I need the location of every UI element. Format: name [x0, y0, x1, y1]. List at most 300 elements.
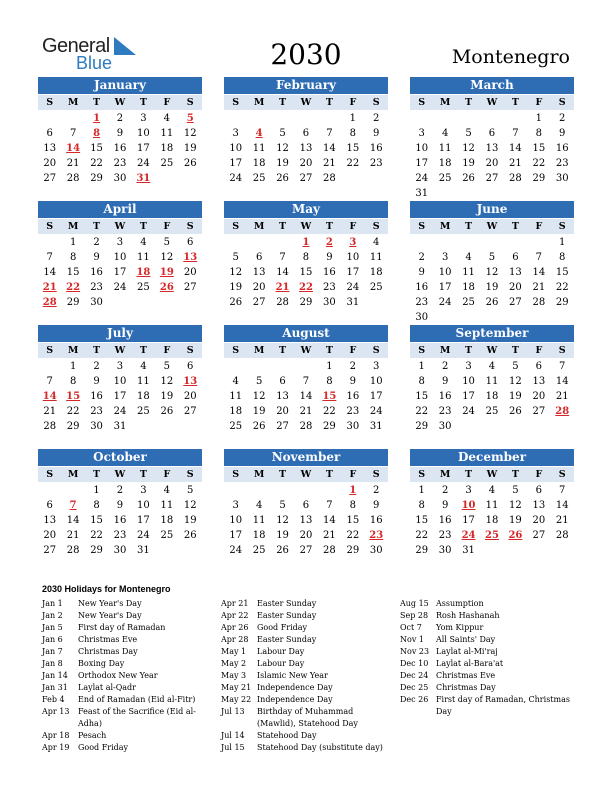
day-cell: 8	[349, 500, 356, 511]
day-cell: 13	[532, 500, 546, 511]
day-cell: 28	[43, 421, 57, 432]
day-cell: 29	[555, 297, 569, 308]
day-cell: 14	[276, 267, 289, 278]
holiday-row	[42, 610, 212, 622]
holiday-row	[42, 682, 212, 694]
holiday-row	[221, 670, 391, 682]
holiday-column	[221, 598, 391, 754]
day-cell: 20	[183, 267, 197, 278]
holiday-row	[400, 634, 572, 646]
day-cell: 16	[555, 143, 569, 154]
weekday-label: F	[349, 221, 357, 232]
day-cell: 2	[93, 237, 100, 248]
holiday-row	[400, 658, 572, 670]
month-august	[224, 325, 388, 434]
day-cell: 6	[488, 128, 496, 139]
day-cell: 21	[555, 515, 569, 526]
day-cell: 6	[512, 252, 519, 263]
day-cell: 16	[369, 515, 383, 526]
day-cell: 22	[346, 158, 360, 169]
day-grid	[410, 483, 574, 558]
day-cell: 17	[137, 143, 150, 154]
empty-cell	[294, 483, 317, 498]
day-cell: 14	[66, 515, 80, 526]
day-cell: 11	[485, 500, 499, 511]
weekday-label: S	[186, 221, 194, 232]
month-title: February	[224, 77, 388, 94]
day-cell: 24	[137, 158, 150, 169]
weekday-header	[38, 95, 202, 110]
day-cell: 5	[488, 252, 496, 263]
holiday-date: Jan 31	[42, 683, 68, 692]
day-cell: 17	[229, 530, 243, 541]
empty-cell	[433, 235, 456, 250]
empty-cell	[410, 235, 433, 250]
weekday-label: M	[439, 345, 451, 356]
empty-cell	[294, 359, 317, 374]
month-may	[224, 201, 388, 310]
day-cell: 21	[323, 158, 336, 169]
weekday-label: T	[511, 221, 519, 232]
day-cell: 27	[299, 545, 313, 556]
day-cell: 13	[183, 376, 198, 387]
day-cell: 9	[116, 500, 124, 511]
day-cell: 8	[93, 500, 100, 511]
day-grid	[38, 111, 202, 186]
holiday-date: Apr 13	[42, 707, 70, 716]
weekday-label: T	[465, 97, 473, 108]
day-cell: 1	[418, 361, 425, 372]
day-cell: 24	[229, 173, 243, 184]
day-cell: 18	[369, 267, 383, 278]
day-cell: 19	[509, 391, 522, 402]
day-cell: 12	[276, 515, 289, 526]
weekday-label: W	[114, 221, 126, 232]
day-cell: 8	[302, 252, 310, 263]
holiday-column	[42, 598, 212, 754]
day-cell: 29	[90, 173, 103, 184]
day-cell: 5	[512, 361, 519, 372]
weekday-label: S	[372, 97, 380, 108]
weekday-label: W	[300, 221, 312, 232]
day-cell: 15	[66, 391, 81, 402]
month-december	[410, 449, 574, 558]
holiday-date: Dec 26	[400, 695, 429, 704]
holiday-row	[42, 730, 212, 742]
day-cell: 13	[509, 267, 522, 278]
day-cell: 15	[322, 391, 337, 402]
day-cell: 16	[415, 282, 429, 293]
weekday-label: F	[535, 97, 543, 108]
holiday-date: Nov 23	[400, 647, 430, 656]
weekday-label: T	[139, 97, 147, 108]
day-cell: 5	[232, 252, 239, 263]
day-cell: 7	[559, 485, 566, 496]
holiday-name: Birthday of Muhammad (Mawlid), Statehood Day	[257, 707, 358, 728]
day-cell: 14	[323, 143, 336, 154]
day-cell: 31	[113, 421, 127, 432]
day-grid	[410, 111, 574, 201]
empty-cell	[247, 235, 270, 250]
weekday-label: W	[486, 469, 498, 480]
holiday-row	[42, 598, 212, 610]
holiday-date: Dec 24	[400, 671, 429, 680]
day-cell: 5	[187, 485, 194, 496]
day-cell: 2	[373, 485, 380, 496]
calendar-year: 2030	[270, 38, 342, 71]
weekday-header	[38, 343, 202, 358]
day-cell: 17	[113, 391, 127, 402]
holiday-date: May 22	[221, 695, 252, 704]
day-cell: 4	[488, 361, 496, 372]
weekday-label: T	[511, 345, 519, 356]
day-cell: 11	[462, 267, 475, 278]
day-cell: 24	[438, 297, 452, 308]
holiday-row	[221, 610, 391, 622]
empty-cell	[271, 483, 294, 498]
holiday-name: All Saints' Day	[436, 635, 496, 644]
day-cell: 14	[42, 391, 57, 402]
day-cell: 11	[438, 143, 452, 154]
holiday-date: Dec 10	[400, 659, 429, 668]
day-cell: 18	[160, 143, 174, 154]
month-title: December	[410, 449, 574, 466]
day-cell: 23	[323, 282, 336, 293]
day-cell: 15	[532, 143, 546, 154]
weekday-label: T	[511, 97, 519, 108]
day-cell: 27	[509, 297, 522, 308]
holiday-name: Easter Sunday	[257, 599, 317, 608]
day-cell: 20	[43, 530, 57, 541]
weekday-header	[410, 343, 574, 358]
day-cell: 8	[418, 500, 425, 511]
weekday-label: M	[67, 345, 79, 356]
holiday-name: Independence Day	[257, 683, 333, 692]
day-cell: 7	[46, 376, 53, 387]
month-february	[224, 77, 388, 186]
empty-cell	[224, 235, 247, 250]
day-cell: 21	[299, 406, 313, 417]
holiday-name: Rosh Hashanah	[436, 611, 500, 620]
holiday-date: Jan 1	[42, 599, 63, 608]
holiday-name: Laylat al-Mi'raj	[436, 647, 498, 656]
day-cell: 15	[415, 515, 429, 526]
day-cell: 24	[113, 406, 127, 417]
day-cell: 28	[532, 297, 546, 308]
day-cell: 16	[438, 515, 452, 526]
empty-cell	[318, 483, 341, 498]
day-cell: 23	[369, 530, 384, 541]
day-cell: 1	[559, 237, 566, 248]
day-cell: 4	[163, 113, 170, 124]
weekday-label: S	[232, 221, 240, 232]
weekday-header	[38, 219, 202, 234]
day-cell: 28	[509, 173, 522, 184]
day-cell: 3	[116, 237, 124, 248]
day-cell: 28	[276, 297, 289, 308]
day-cell: 18	[252, 530, 266, 541]
day-cell: 13	[299, 143, 313, 154]
empty-cell	[527, 235, 550, 250]
month-title: October	[38, 449, 202, 466]
holiday-row	[221, 634, 391, 646]
day-cell: 22	[532, 158, 546, 169]
day-cell: 13	[485, 143, 499, 154]
day-cell: 9	[373, 128, 380, 139]
month-title: September	[410, 325, 574, 342]
day-cell: 11	[369, 252, 383, 263]
day-cell: 27	[183, 406, 197, 417]
day-cell: 30	[415, 312, 429, 323]
day-cell: 26	[276, 173, 289, 184]
day-cell: 21	[323, 530, 336, 541]
weekday-label: W	[300, 345, 312, 356]
holiday-row	[42, 742, 212, 754]
weekday-header	[410, 219, 574, 234]
day-cell: 18	[252, 158, 266, 169]
day-grid	[410, 359, 574, 434]
day-cell: 30	[90, 297, 103, 308]
day-cell: 11	[252, 515, 266, 526]
day-cell: 21	[43, 406, 57, 417]
day-cell: 12	[276, 143, 289, 154]
day-cell: 29	[66, 421, 80, 432]
day-cell: 18	[485, 391, 499, 402]
day-cell: 7	[512, 128, 519, 139]
day-cell: 27	[252, 297, 266, 308]
day-cell: 17	[346, 267, 360, 278]
holiday-row	[221, 598, 391, 610]
day-cell: 17	[113, 267, 127, 278]
day-cell: 9	[116, 128, 124, 139]
holiday-date: May 3	[221, 671, 247, 680]
empty-cell	[433, 111, 456, 126]
weekday-label: F	[163, 345, 171, 356]
holiday-date: Jan 6	[42, 635, 63, 644]
weekday-label: T	[325, 221, 333, 232]
holiday-row	[42, 646, 212, 658]
holiday-name: Orthodox New Year	[78, 671, 158, 680]
day-cell: 20	[532, 515, 546, 526]
weekday-label: T	[325, 345, 333, 356]
holiday-row	[400, 694, 572, 718]
weekday-label: T	[279, 469, 287, 480]
month-title: April	[38, 201, 202, 218]
empty-cell	[504, 235, 527, 250]
weekday-header	[224, 467, 388, 482]
weekday-label: W	[486, 345, 498, 356]
empty-cell	[38, 235, 61, 250]
day-cell: 10	[438, 267, 452, 278]
day-cell: 19	[183, 143, 197, 154]
day-cell: 4	[255, 500, 263, 511]
day-cell: 23	[438, 406, 452, 417]
day-cell: 6	[46, 500, 53, 511]
weekday-label: T	[93, 345, 101, 356]
holiday-name: Feast of the Sacrifice (Eid al-Adha)	[78, 707, 196, 728]
empty-cell	[247, 483, 270, 498]
holiday-date: May 2	[221, 659, 247, 668]
day-cell: 18	[160, 515, 174, 526]
holiday-row	[221, 682, 391, 694]
holiday-name: First day of Ramadan, Christmas Day	[436, 695, 570, 716]
day-cell: 16	[323, 267, 336, 278]
weekday-label: M	[67, 97, 79, 108]
day-cell: 17	[229, 158, 243, 169]
day-cell: 24	[229, 545, 243, 556]
weekday-label: S	[186, 345, 194, 356]
weekday-label: F	[349, 469, 357, 480]
holiday-name: Easter Sunday	[257, 611, 317, 620]
day-cell: 30	[323, 297, 336, 308]
day-cell: 8	[69, 252, 77, 263]
day-cell: 28	[66, 173, 80, 184]
day-cell: 17	[462, 515, 475, 526]
day-cell: 6	[302, 500, 310, 511]
holiday-row	[221, 694, 391, 706]
day-cell: 11	[137, 376, 150, 387]
day-cell: 14	[299, 391, 313, 402]
month-title: March	[410, 77, 574, 94]
day-cell: 9	[93, 376, 100, 387]
day-cell: 24	[137, 530, 150, 541]
day-cell: 4	[140, 361, 147, 372]
empty-cell	[457, 111, 480, 126]
day-cell: 23	[346, 406, 360, 417]
weekday-label: S	[418, 221, 426, 232]
day-cell: 27	[183, 282, 197, 293]
day-cell: 13	[276, 391, 289, 402]
empty-cell	[457, 235, 480, 250]
holiday-row	[42, 706, 212, 730]
day-cell: 30	[113, 545, 127, 556]
day-grid	[224, 111, 388, 186]
day-cell: 26	[159, 282, 174, 293]
day-cell: 10	[137, 128, 150, 139]
empty-cell	[480, 235, 503, 250]
day-cell: 29	[346, 545, 360, 556]
day-cell: 19	[160, 391, 174, 402]
holiday-name: Laylat al-Qadr	[78, 683, 136, 692]
holiday-name: Christmas Eve	[78, 635, 138, 644]
day-cell: 20	[509, 282, 522, 293]
month-title: June	[410, 201, 574, 218]
day-cell: 16	[113, 143, 127, 154]
day-cell: 27	[532, 406, 546, 417]
holiday-name: Pesach	[78, 731, 107, 740]
day-cell: 2	[93, 361, 100, 372]
day-cell: 26	[160, 406, 174, 417]
day-cell: 14	[532, 267, 546, 278]
day-cell: 3	[140, 113, 147, 124]
holiday-date: Jan 5	[42, 623, 63, 632]
holiday-date: Oct 7	[400, 623, 422, 632]
day-cell: 22	[346, 530, 360, 541]
day-cell: 7	[326, 128, 333, 139]
day-cell: 14	[555, 500, 569, 511]
day-cell: 31	[462, 545, 475, 556]
day-cell: 12	[160, 376, 174, 387]
day-cell: 10	[369, 376, 383, 387]
day-cell: 7	[326, 500, 333, 511]
weekday-label: S	[558, 97, 566, 108]
holiday-date: Apr 18	[42, 731, 70, 740]
day-cell: 15	[90, 515, 103, 526]
holiday-row	[221, 646, 391, 658]
day-cell: 14	[66, 143, 81, 154]
day-cell: 15	[346, 515, 360, 526]
day-cell: 27	[485, 173, 499, 184]
holiday-date: Jan 14	[42, 671, 68, 680]
day-cell: 6	[302, 128, 310, 139]
day-cell: 3	[232, 128, 239, 139]
weekday-label: S	[186, 469, 194, 480]
day-cell: 10	[137, 500, 150, 511]
day-cell: 19	[276, 158, 289, 169]
month-march	[410, 77, 574, 201]
day-cell: 16	[90, 267, 103, 278]
empty-cell	[38, 483, 61, 498]
day-cell: 20	[252, 282, 266, 293]
day-cell: 31	[346, 297, 360, 308]
day-cell: 7	[302, 376, 310, 387]
day-cell: 30	[369, 545, 383, 556]
day-cell: 1	[93, 485, 100, 496]
day-cell: 3	[465, 361, 472, 372]
day-cell: 16	[346, 391, 360, 402]
empty-cell	[504, 111, 527, 126]
day-cell: 10	[229, 143, 243, 154]
month-october	[38, 449, 202, 558]
month-july	[38, 325, 202, 434]
day-cell: 18	[462, 282, 475, 293]
day-cell: 3	[232, 500, 239, 511]
holidays-title: 2030 Holidays for Montenegro	[42, 584, 171, 594]
weekday-label: T	[465, 469, 473, 480]
holiday-name: Independence Day	[257, 695, 333, 704]
holiday-row	[400, 622, 572, 634]
day-cell: 10	[229, 515, 243, 526]
empty-cell	[224, 359, 247, 374]
weekday-label: M	[67, 221, 79, 232]
weekday-label: F	[535, 469, 543, 480]
day-cell: 5	[512, 485, 519, 496]
weekday-label: T	[279, 97, 287, 108]
day-cell: 29	[90, 545, 103, 556]
day-cell: 16	[369, 143, 383, 154]
day-cell: 23	[369, 158, 383, 169]
day-cell: 6	[279, 376, 286, 387]
day-cell: 12	[183, 128, 197, 139]
weekday-label: S	[558, 469, 566, 480]
day-cell: 18	[485, 515, 499, 526]
holiday-name: End of Ramadan (Eid al-Fitr)	[78, 695, 196, 704]
holiday-row	[221, 622, 391, 634]
day-cell: 15	[90, 143, 103, 154]
day-cell: 23	[90, 406, 103, 417]
day-cell: 27	[43, 173, 57, 184]
day-cell: 20	[276, 406, 289, 417]
month-title: August	[224, 325, 388, 342]
day-cell: 26	[508, 530, 523, 541]
holiday-date: Jul 13	[221, 707, 245, 716]
holiday-column	[400, 598, 572, 718]
day-grid	[38, 483, 202, 558]
day-cell: 12	[252, 391, 266, 402]
day-cell: 13	[532, 376, 546, 387]
weekday-label: S	[372, 345, 380, 356]
empty-cell	[247, 111, 270, 126]
